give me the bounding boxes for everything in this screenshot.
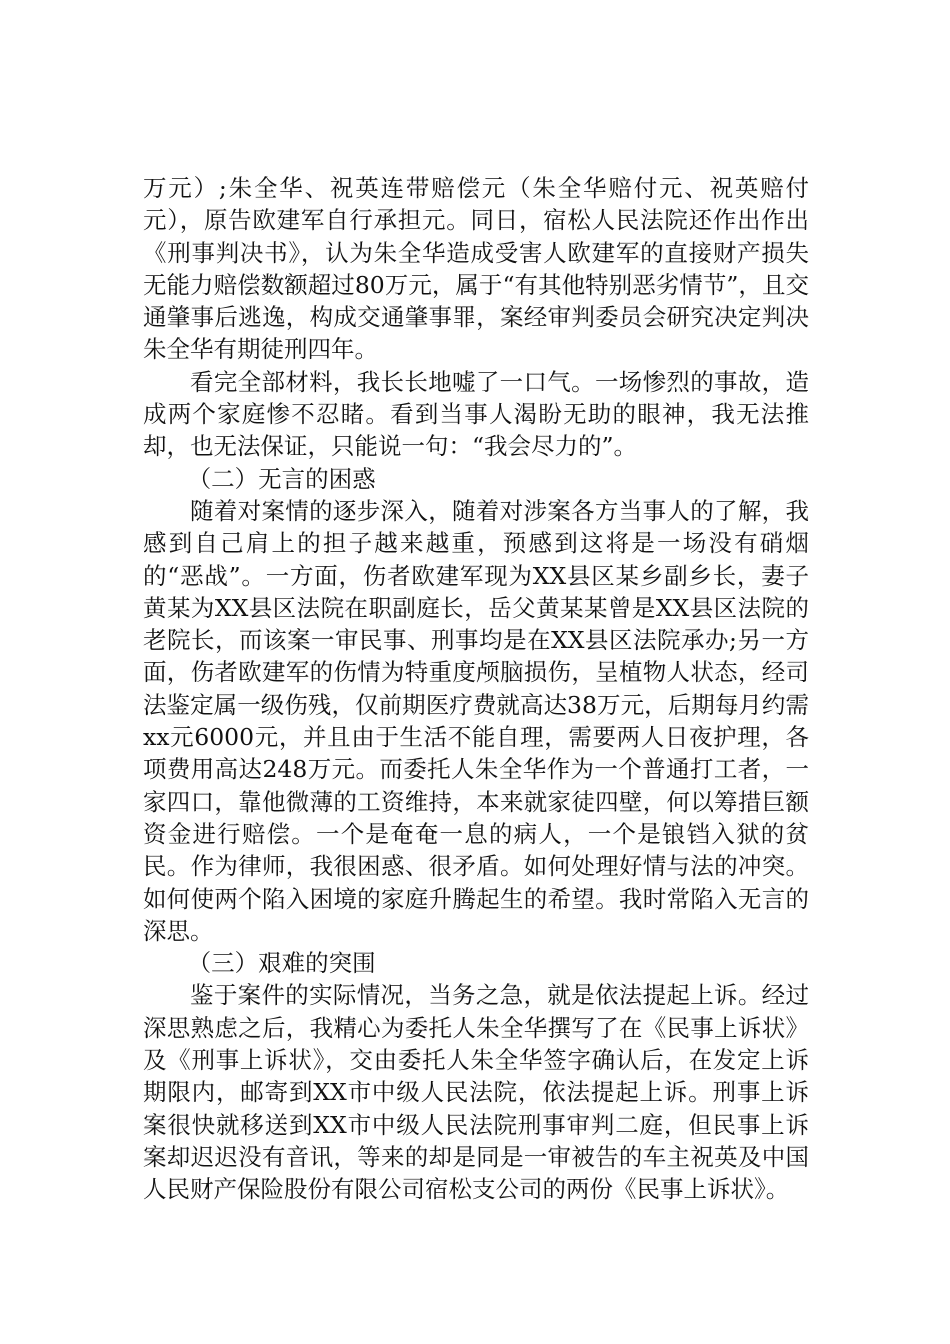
- paragraph-breakthrough: 鉴于案件的实际情况，当务之急，就是依法提起上诉。经过深思熟虑之后，我精心为委托人朱全华撰写了在《民事上诉状》及《刑事上诉状》，交由委托人朱全华签字确认后，在发定上诉期限内，邮寄到XX市中级人民法院，依法提起上诉。刑事上诉案很快就移送到XX市中级人民法院刑事审判二庭，但民事上诉案却迟迟没有音讯，等来的却是同是一审被告的车主祝英及中国人民财产保险股份有限公司宿松支公司的两份《民事上诉状》。: [143, 981, 809, 1204]
- section-heading-3: （三）艰难的突围: [187, 949, 376, 978]
- paragraph-after-reading: 看完全部材料，我长长地嘘了一口气。一场惨烈的事故，造成两个家庭惨不忍睹。看到当事人渴盼无助的眼神，我无法推却，也无法保证，只能说一句：“我会尽力的”。: [143, 367, 809, 461]
- paragraph-confusion: 随着对案情的逐步深入，随着对涉案各方当事人的了解，我感到自己肩上的担子越来越重，预感到这将是一场没有硝烟的“恶战”。一方面，伤者欧建军现为XX县区某乡副乡长，妻子黄某为XX县区法院在职副庭长，岳父黄某某曾是XX县区法院的老院长，而该案一审民事、刑事均是在XX县区法院承办;另一方面，伤者欧建军的伤情为特重度颅脑损伤，呈植物人状态，经司法鉴定属一级伤残，仅前期医疗费就高达38万元，后期每月约需xx元6000元，并且由于生活不能自理，需要两人日夜护理，各项费用高达248万元。而委托人朱全华作为一个普通打工者，一家四口，靠他微薄的工资维持，本来就家徒四壁，何以筹措巨额资金进行赔偿。一个是奄奄一息的病人，一个是锒铛入狱的贫民。作为律师，我很困惑、很矛盾。如何处理好情与法的冲突。如何使两个陷入困境的家庭升腾起生的希望。我时常陷入无言的深思。: [143, 496, 809, 945]
- paragraph-continuation: 万元）;朱全华、祝英连带赔偿元（朱全华赔付元、祝英赔付元），原告欧建军自行承担元。同日，宿松人民法院还作出作出《刑事判决书》，认为朱全华造成受害人欧建军的直接财产损失无能力赔偿数额超过80万元，属于“有其他特别恶劣情节”，且交通肇事后逃逸，构成交通肇事罪，案经审判委员会研究决定判决朱全华有期徒刑四年。: [143, 174, 809, 364]
- section-heading-2: （二）无言的困惑: [187, 464, 376, 493]
- document-body: [143, 172, 809, 1206]
